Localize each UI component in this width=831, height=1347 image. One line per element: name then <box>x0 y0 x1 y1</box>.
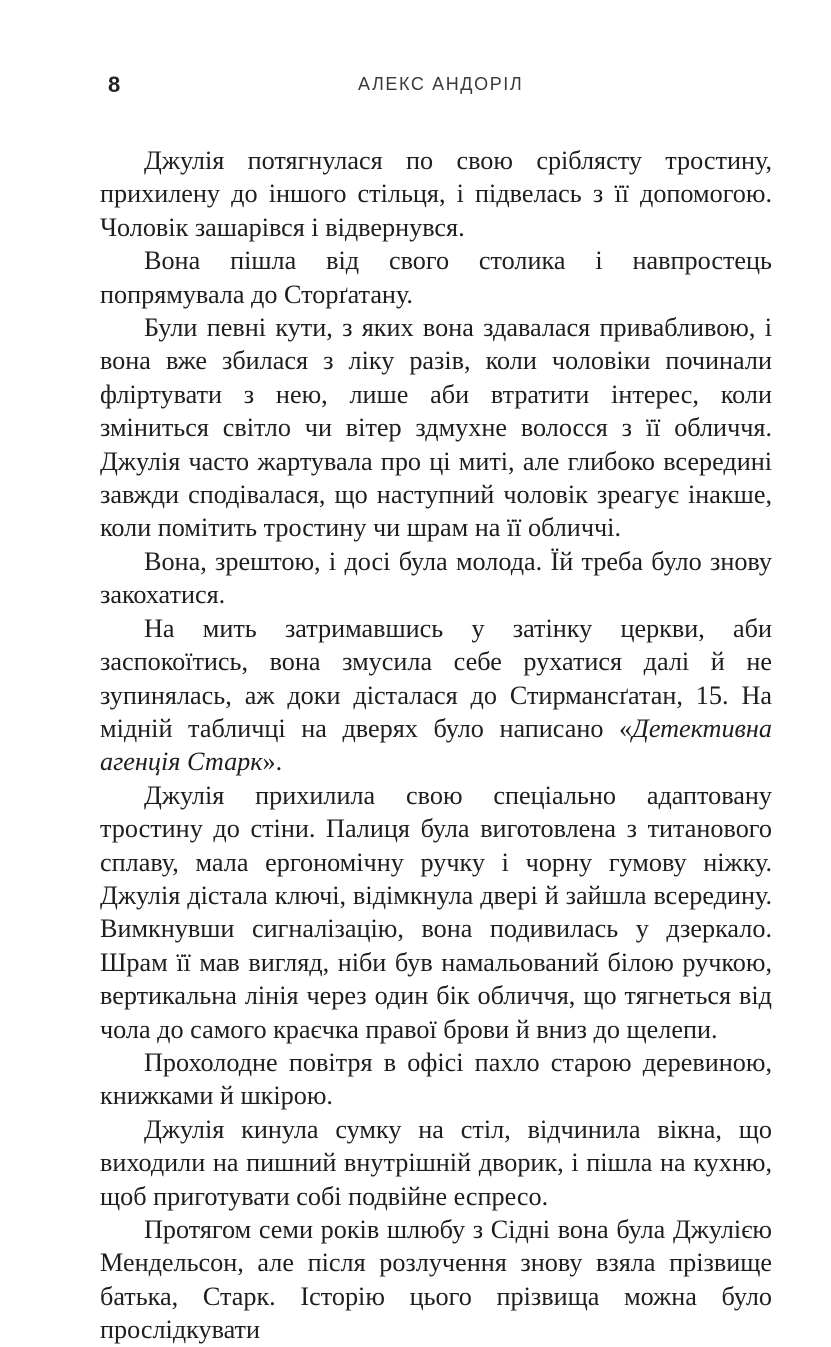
page-number: 8 <box>108 72 121 97</box>
paragraph: Протягом семи років шлюбу з Сідні вона була Джулією Мендельсон, але після розлучення знову взяла прізвище батька, Старк. Історію цього прізвища можна було прослідкувати <box>100 1215 772 1345</box>
paragraph: Прохолодне повітря в офісі пахло старою деревиною, книжками й шкірою. <box>100 1047 772 1111</box>
paragraph: Джулія прихилила свою спеціально адаптовану тростину до стіни. Палиця була виготовлена з титанового сплаву, мала ергономічну ручку і чорну гумову ніжку. Джулія дістала ключі, відімкнула двері й зайшла всередину. Вимкнувши сигналізацію, вона подивилась у дзеркало. Шрам її мав вигляд, ніби був намальований білою ручкою, вертикальна лінія через один бік обличчя, що тягнеться від чола до самого краєчка правої брови й вниз до щелепи. <box>100 780 772 1044</box>
italic-agency-name: Детективна агенція Старк <box>100 713 772 777</box>
paragraph: Були певні кути, з яких вона здавалася привабливою, і вона вже збилася з ліку разів, коли чоловіки починали фліртувати з нею, лише аби втратити інтерес, коли зміниться світло чи вітер здмухне волосся з її обличчя. Джулія часто жартувала про ці миті, але глибоко всередині завжди сподівалася, що наступний чоловік зреагує інакше, коли помітить тростину чи шрам на її обличчі. <box>100 313 772 543</box>
paragraph: Джулія кинула сумку на стіл, відчинила вікна, що виходили на пишний внутрішній дворик, і пішла на кухню, щоб приготувати собі подвійне еспресо. <box>100 1114 772 1211</box>
paragraph-text: ». <box>262 747 283 777</box>
paragraph: Вона пішла від свого столика і навпростець попрямувала до Сторґатану. <box>100 246 772 309</box>
paragraph: Джулія потягнулася по свою сріблясту тростину, прихилену до іншого стільця, і підвелась з її допомогою. Чоловік зашарівся і відвернувся. <box>100 146 772 242</box>
paragraph-text: На мить затримавшись у затінку церкви, аби заспокоїтись, вона змусила себе рухатися далі й не зупинялась, аж доки дісталася до Стирмансґатан, 15. На мідній табличці на дверях було написано « <box>100 613 772 743</box>
paragraph: Вона, зрештою, і досі була молода. Їй треба було знову закохатися. <box>100 546 772 610</box>
page-header <box>100 72 780 104</box>
running-head-author: АЛЕКС АНДОРІЛ <box>358 74 524 94</box>
body-text <box>100 144 772 1347</box>
paragraph <box>100 612 772 779</box>
